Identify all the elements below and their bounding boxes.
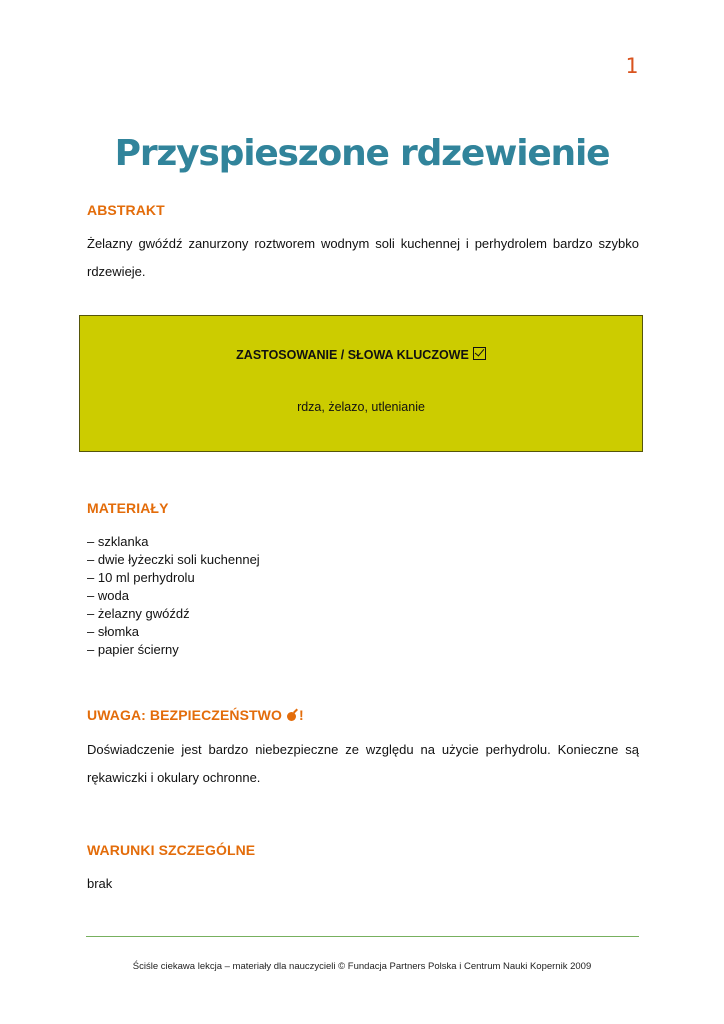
bomb-icon [287,709,299,721]
list-item: – słomka [87,624,140,639]
list-item: – żelazny gwóźdź [87,606,190,621]
footer-text: Ściśle ciekawa lekcja – materiały dla nauczycieli © Fundacja Partners Polska i Centrum Nauki Kopernik 2009 [132,961,592,972]
list-item: – papier ścierny [87,642,179,657]
list-item: – dwie łyżeczki soli kuchennej [87,552,260,567]
keywords-box [79,315,643,452]
document-title: Przyspieszone rdzewienie [114,133,610,174]
materials-heading: MATERIAŁY [87,500,169,516]
footer-divider [86,936,639,937]
safety-heading-exclamation: ! [298,707,304,723]
keywords-box-title-text: ZASTOSOWANIE / SŁOWA KLUCZOWE [236,348,469,362]
materials-list [87,533,260,659]
abstract-text: Żelazny gwóźdź zanurzony roztworem wodnym soli kuchennej i perhydrolem bardzo szybko rdzewieje. [87,236,639,279]
safety-heading [87,706,304,724]
page-number: 1 [625,54,638,78]
list-item: – szklanka [87,534,149,549]
list-item: – 10 ml perhydrolu [87,570,195,585]
safety-text: Doświadczenie jest bardzo niebezpieczne ze względu na użycie perhydrolu. Konieczne są rękawiczki i okulary ochronne. [87,742,639,785]
keywords-list: rdza, żelazo, utlenianie [297,400,425,414]
keywords-box-title [80,346,642,364]
list-item: – woda [87,588,129,603]
abstract-heading: ABSTRAKT [87,202,165,218]
safety-heading-text: UWAGA: BEZPIECZEŃSTWO [87,707,282,723]
special-conditions-heading: WARUNKI SZCZEGÓLNE [87,842,256,858]
checkbox-checked-icon [473,347,486,360]
special-conditions-text: brak [87,876,113,891]
